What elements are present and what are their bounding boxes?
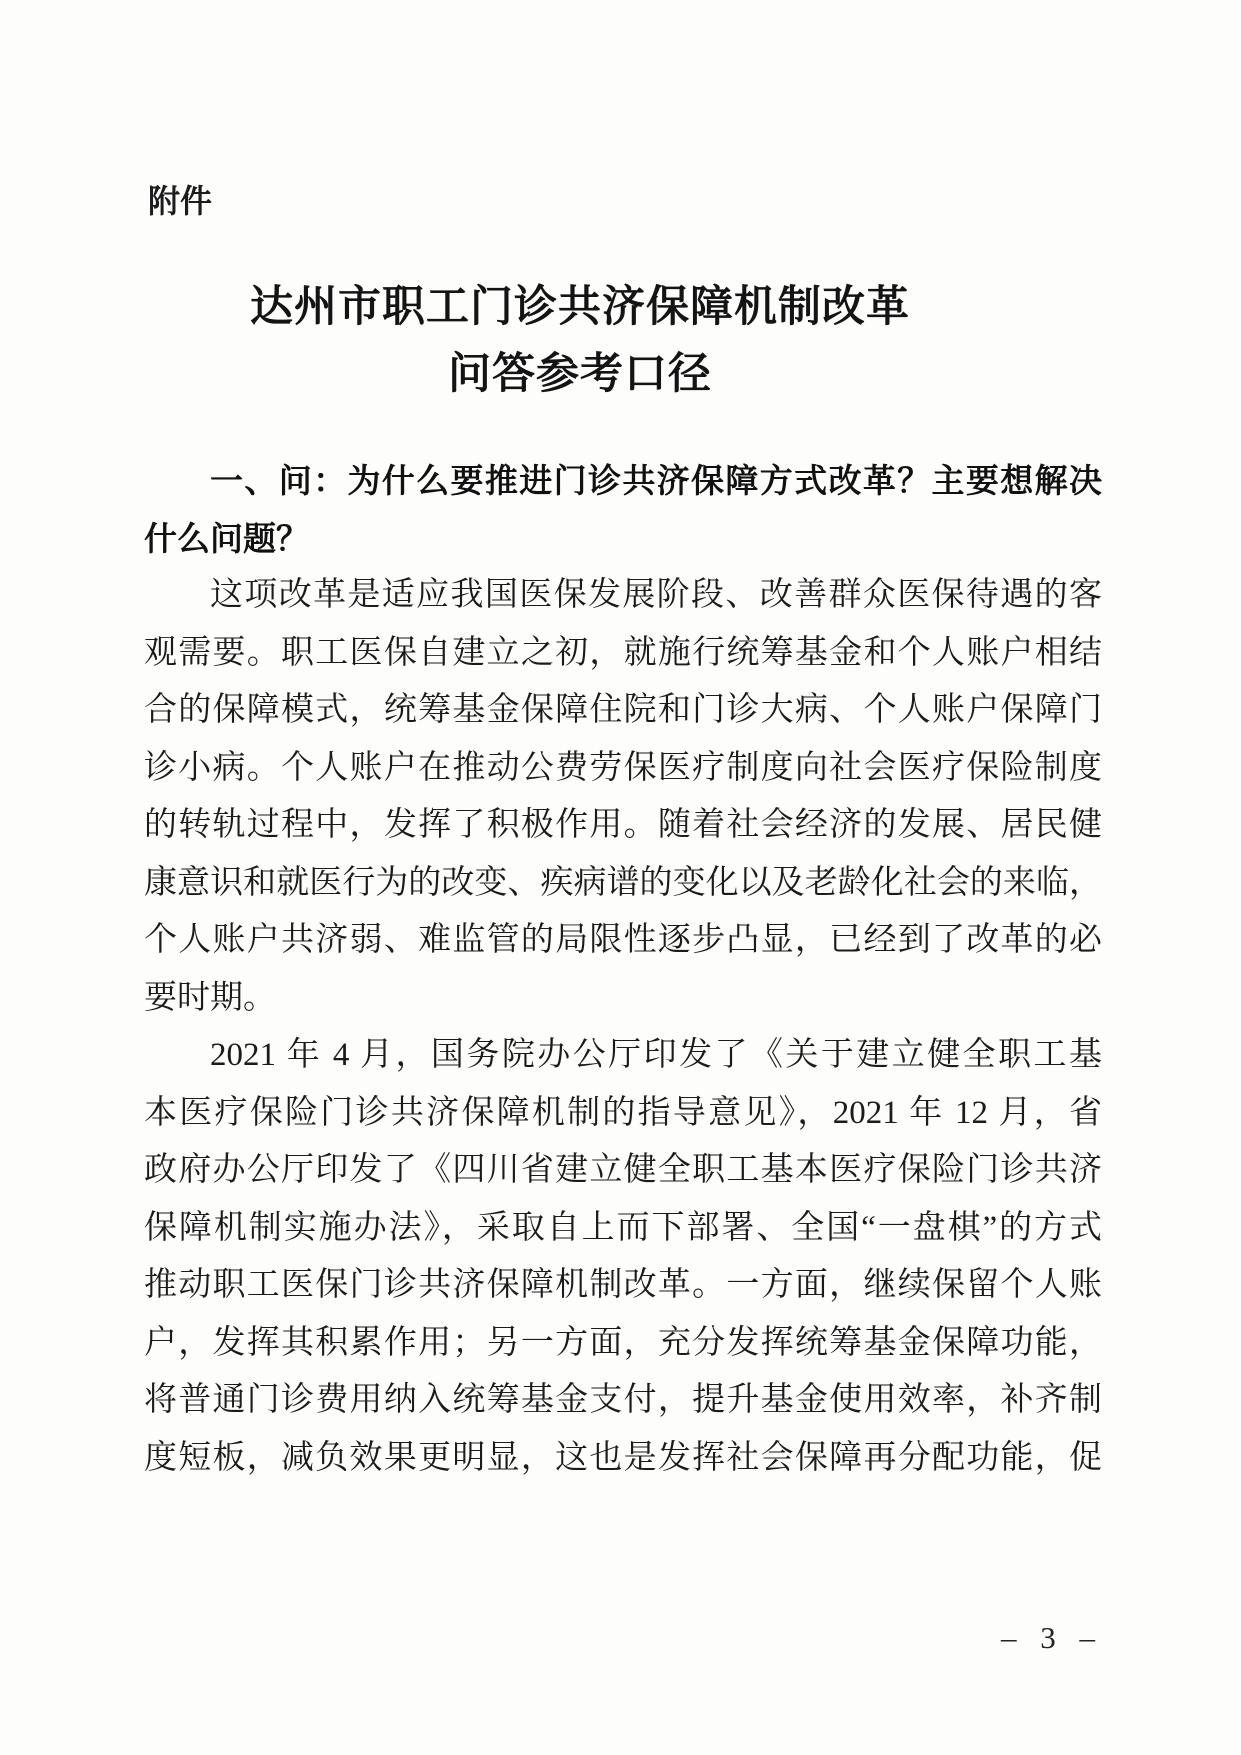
paragraph2-line-7: 将普通门诊费用纳入统筹基金支付，提升基金使用效率，补齐制 (144, 1382, 1102, 1418)
title-line-1: 达州市职工门诊共济保障机制改革 (250, 284, 910, 331)
paragraph1-line-5: 的转轨过程中，发挥了积极作用。随着社会经济的发展、居民健 (144, 807, 1102, 843)
paragraph2-line-3: 政府办公厅印发了《四川省建立健全职工基本医疗保险门诊共济 (144, 1152, 1102, 1188)
page-number: – 3 – (1001, 1620, 1103, 1655)
paragraph2-line-6: 户，发挥其积累作用；另一方面，充分发挥统筹基金保障功能， (144, 1324, 1102, 1361)
title-line-2: 问答参考口径 (448, 351, 712, 398)
paragraph1-line-6: 康意识和就医行为的改变、疾病谱的变化以及老龄化社会的来临， (144, 864, 1102, 901)
paragraph1-line-8: 要时期。 (144, 979, 276, 1016)
paragraph2-line-1: 2021 年 4 月，国务院办公厅印发了《关于建立健全职工基 (210, 1037, 1102, 1073)
document-title (144, 274, 1016, 408)
paragraph2-line-4: 保障机制实施办法》，采取自上而下部署、全国“一盘棋”的方式 (144, 1209, 1102, 1246)
question-heading-line-1: 一、问：为什么要推进门诊共济保障方式改革？主要想解决 (210, 462, 1102, 499)
paragraph1-line-7: 个人账户共济弱、难监管的局限性逐步凸显，已经到了改革的必 (144, 922, 1102, 958)
paragraph1-line-4: 诊小病。个人账户在推动公费劳保医疗制度向社会医疗保险制度 (144, 749, 1102, 786)
paragraph1-line-1: 这项改革是适应我国医保发展阶段、改善群众医保待遇的客 (210, 577, 1102, 613)
paragraph2-line-8: 度短板，减负效果更明显，这也是发挥社会保障再分配功能，促 (144, 1439, 1102, 1476)
document-body (144, 452, 1102, 1487)
paragraph1-line-3: 合的保障模式，统筹基金保障住院和门诊大病、个人账户保障门 (144, 692, 1102, 728)
paragraph2-line-5: 推动职工医保门诊共济保障机制改革。一方面，继续保留个人账 (144, 1267, 1102, 1303)
question-heading-line-2: 什么问题？ (144, 519, 309, 557)
attachment-label: 附件 (148, 183, 213, 219)
paragraph1-line-2: 观需要。职工医保自建立之初，就施行统筹基金和个人账户相结 (144, 634, 1102, 671)
paragraph2-line-2: 本医疗保险门诊共济保障机制的指导意见》，2021 年 12 月，省 (144, 1094, 1103, 1131)
